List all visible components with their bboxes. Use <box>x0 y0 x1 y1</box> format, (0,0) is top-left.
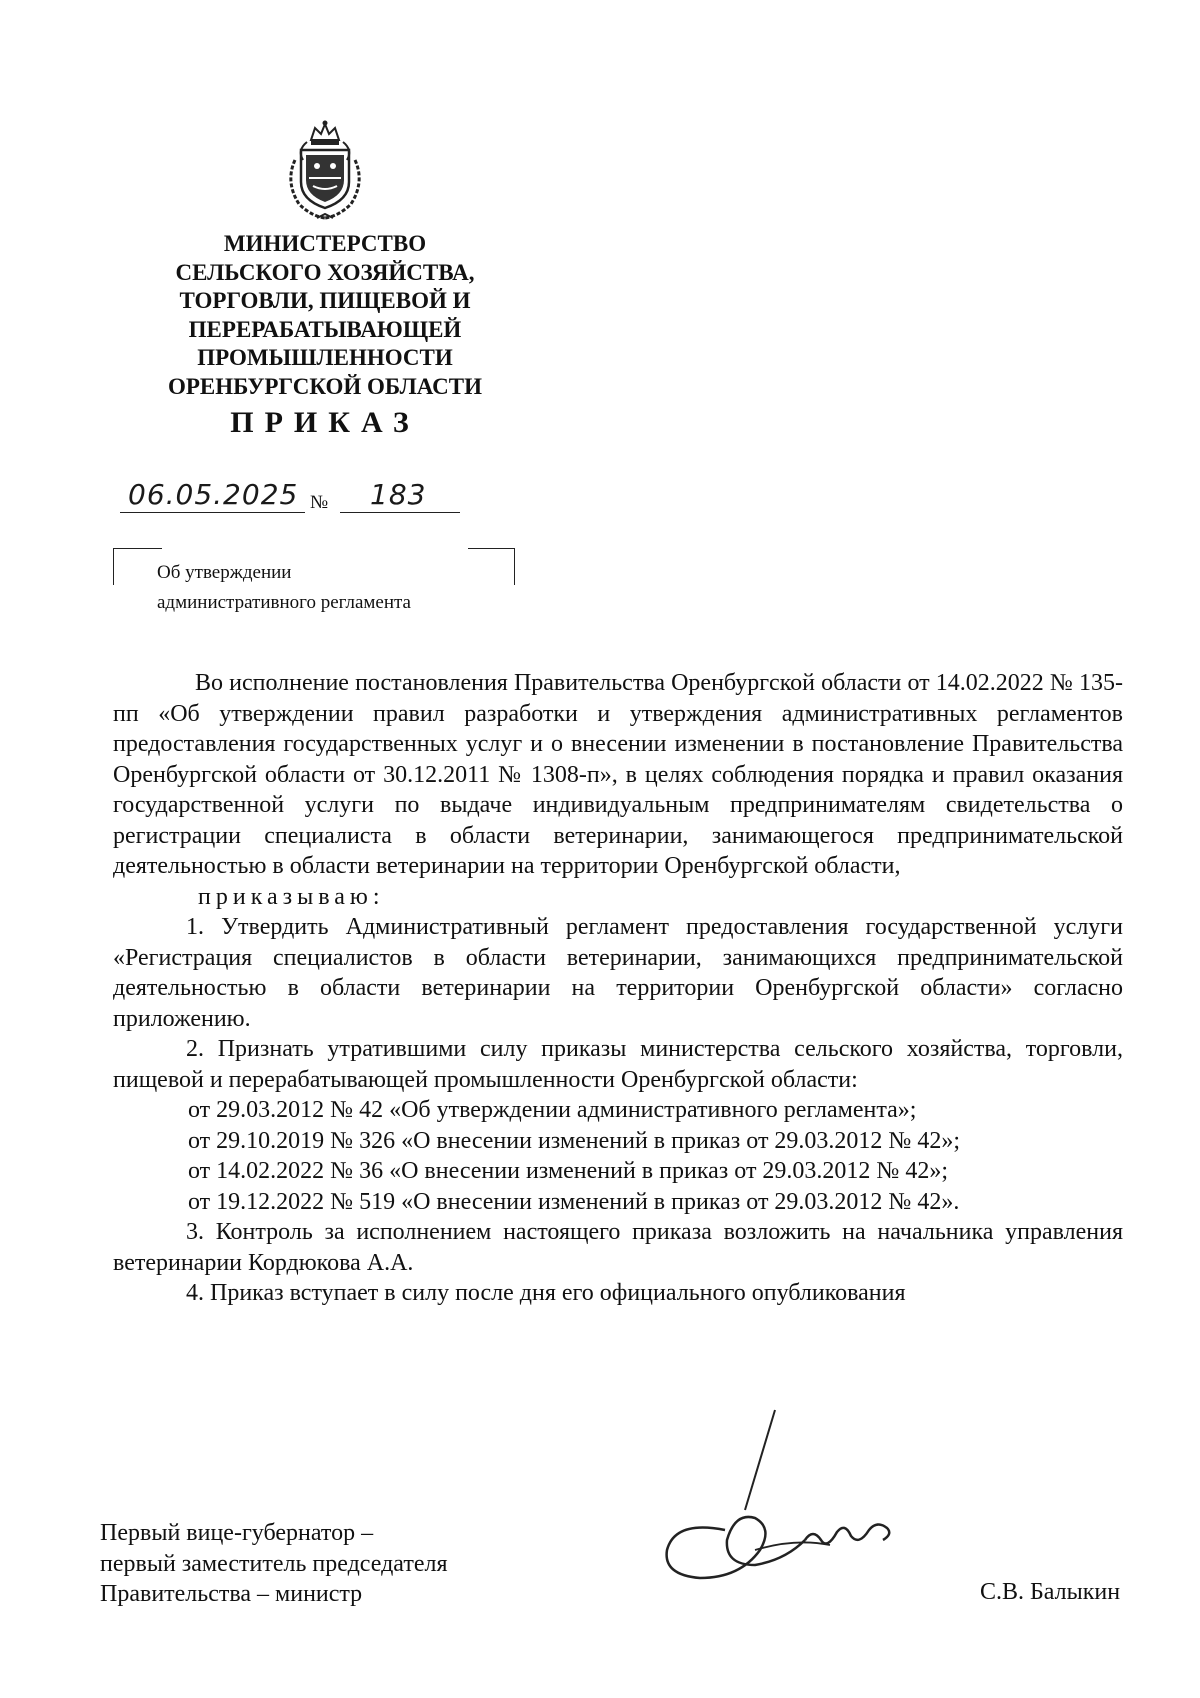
item-1: 1. Утвердить Административный регламент предоставления государственной услуги «Регистрация специалистов в области ветеринарии, занимающихся предпринимательской деятельностью в области ветеринарии на территории Оренбургской области» согласно приложению. <box>113 914 1123 1032</box>
repealed-order-ref: от 29.10.2019 № 326 «О внесении изменений в приказ от 29.03.2012 № 42»; <box>188 1127 960 1154</box>
preamble-paragraph: Во исполнение постановления Правительства Оренбургской области от 14.02.2022 № 135-пп «Об утверждении правил разработки и утверждения административных регламентов предоставления государственных услуг и о внесении изменении в постановление Правительства Оренбургской области от 30.12.2011 № 1308-п», в целях соблюдения порядка и правил оказания государственной услуги по выдаче индивидуальным предпринимателям свидетельства о регистрации специалиста в области ветеринарии, занимающегося предпринимательской деятельностью в области ветеринарии на территории Оренбургской области, <box>113 670 1123 879</box>
coat-of-arms-icon <box>277 120 373 224</box>
position-line: Первый вице-губернатор – <box>100 1520 374 1546</box>
ministry-line: МИНИСТЕРСТВО <box>223 231 427 256</box>
ministry-line: ПРОМЫШЛЕННОСТИ <box>197 345 453 370</box>
subject-line: административного регламента <box>157 592 411 613</box>
document-body <box>113 668 1123 1309</box>
position-line: Правительства – министр <box>100 1581 363 1607</box>
corner-bracket-right <box>468 548 515 585</box>
repealed-order-ref: от 14.02.2022 № 36 «О внесении изменений в приказ от 29.03.2012 № 42»; <box>188 1158 948 1184</box>
position-line: первый заместитель председателя <box>100 1550 448 1577</box>
order-word: приказываю: <box>198 883 385 910</box>
subject-line: Об утверждении <box>157 562 292 583</box>
order-date: 06.05.2025 <box>128 478 299 511</box>
ministry-line: ПЕРЕРАБАТЫВАЮЩЕЙ <box>188 316 462 342</box>
date-number-line <box>120 476 460 516</box>
subject-block <box>113 548 513 618</box>
item-2: 2. Признать утратившими силу приказы министерства сельского хозяйства, торговли, пищевой и перерабатывающей промышленности Оренбургской области: <box>113 1036 1123 1093</box>
subject-text <box>157 558 411 618</box>
ministry-line: ТОРГОВЛИ, ПИЩЕВОЙ И <box>179 288 471 313</box>
number-underline <box>340 512 460 513</box>
signatory-position <box>100 1518 447 1610</box>
handwritten-signature-icon <box>655 1400 905 1590</box>
repealed-order-ref: от 19.12.2022 № 519 «О внесении изменений в приказ от 29.03.2012 № 42». <box>188 1188 960 1215</box>
item-4: 4. Приказ вступает в силу после дня его официального опубликования <box>186 1280 906 1306</box>
order-number: 183 <box>370 478 427 511</box>
document-type-title: ПРИКАЗ <box>230 406 420 439</box>
date-underline <box>120 512 305 513</box>
repealed-order-ref: от 29.03.2012 № 42 «Об утверждении административного регламента»; <box>188 1097 917 1123</box>
signatory-name: С.В. Балыкин <box>980 1579 1121 1605</box>
number-sign: № <box>310 492 329 513</box>
corner-bracket-left <box>113 548 162 585</box>
ministry-name <box>140 230 510 401</box>
ministry-line: ОРЕНБУРГСКОЙ ОБЛАСТИ <box>167 373 483 399</box>
item-3: 3. Контроль за исполнением настоящего приказа возложить на начальника управления ветеринарии Кордюкова А.А. <box>113 1219 1123 1276</box>
ministry-line: СЕЛЬСКОГО ХОЗЯЙСТВА, <box>175 259 475 285</box>
